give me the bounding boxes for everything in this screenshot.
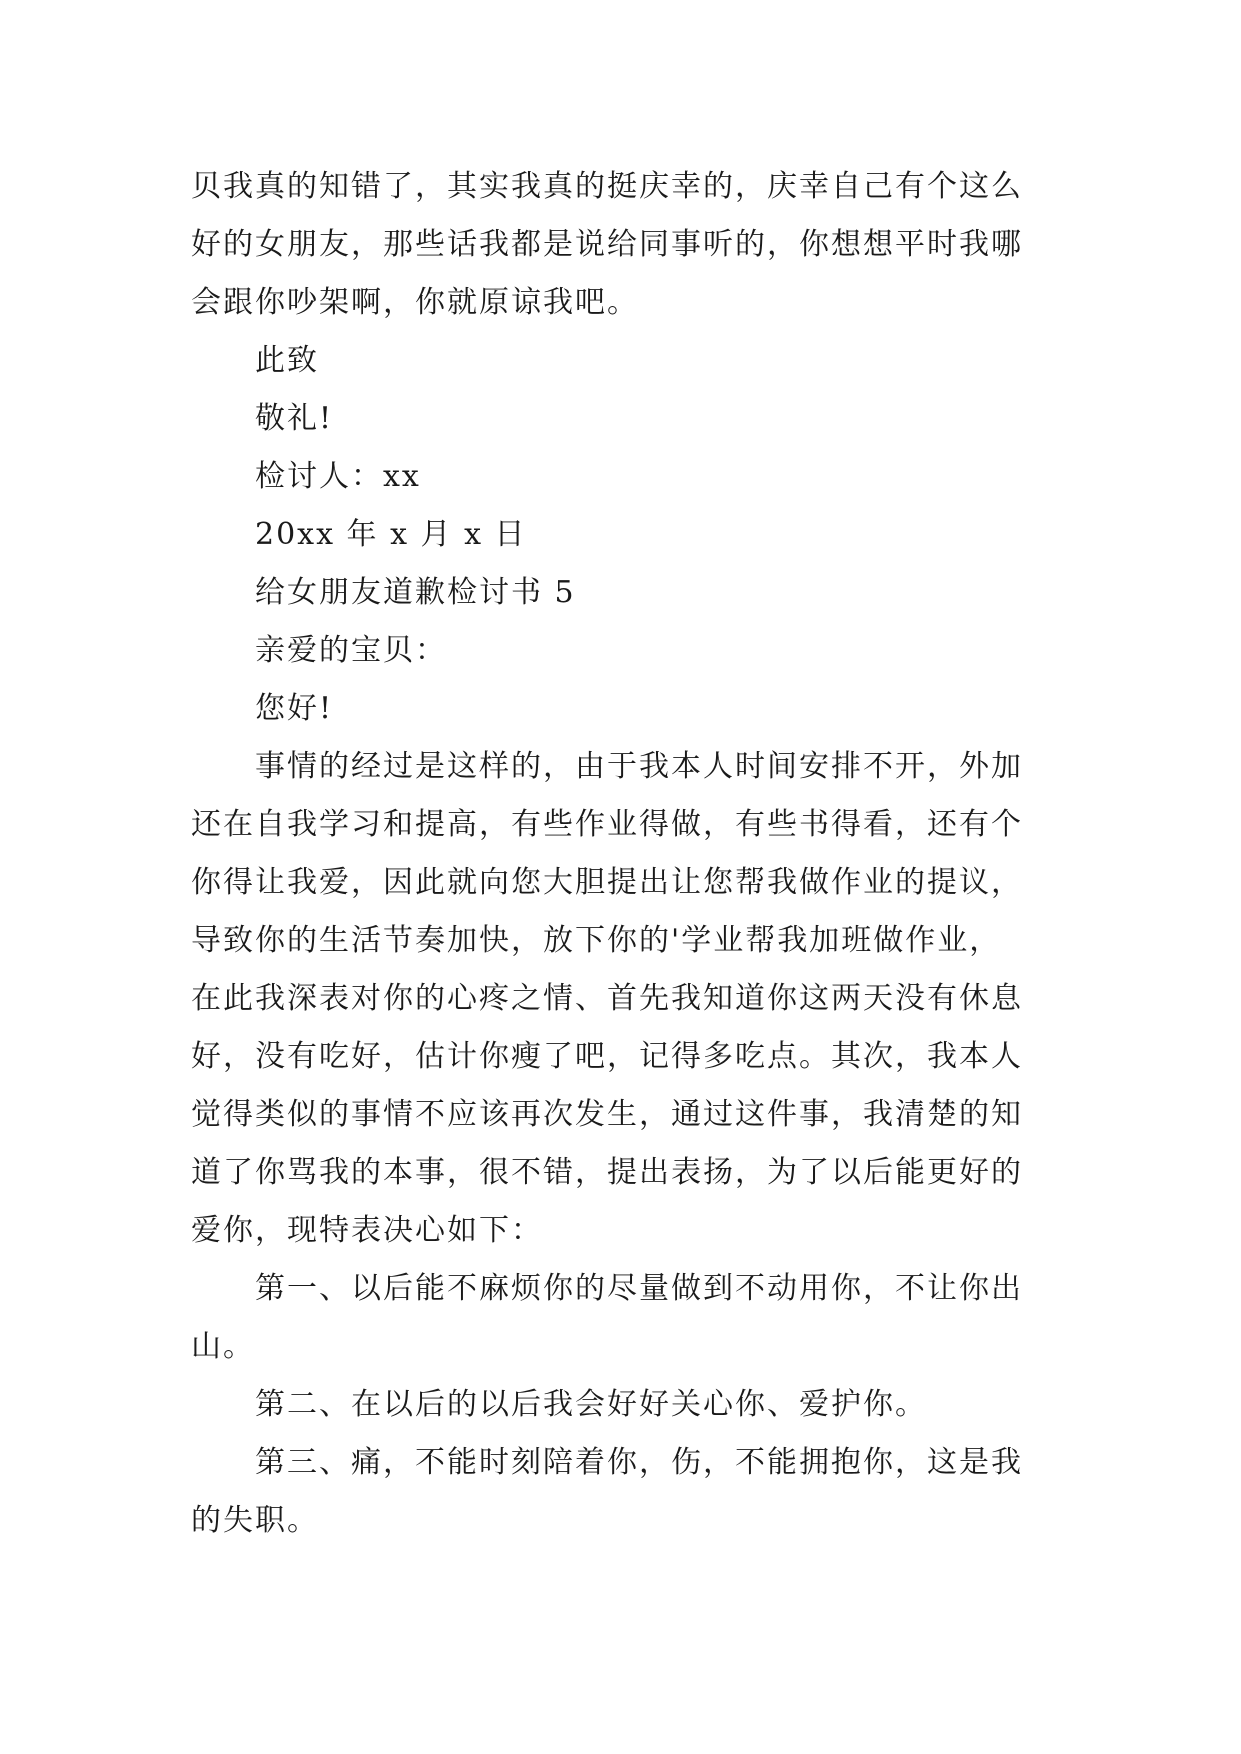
text-line: 你得让我爱，因此就向您大胆提出让您帮我做作业的提议， xyxy=(191,865,1023,900)
text-line: 山。 xyxy=(191,1329,255,1364)
letter-body xyxy=(191,158,1071,1550)
text-line: 会跟你吵架啊，你就原谅我吧。 xyxy=(191,285,639,320)
section-title: 给女朋友道歉检讨书 5 xyxy=(255,575,576,610)
date-line: 20xx 年 x 月 x 日 xyxy=(255,517,527,552)
pledge-item: 第三、痛，不能时刻陪着你，伤，不能拥抱你，这是我 xyxy=(255,1445,1023,1480)
text-line: 导致你的生活节奏加快，放下你的'学业帮我加班做作业， xyxy=(191,923,1002,958)
pledge-item: 第一、以后能不麻烦你的尽量做到不动用你，不让你出 xyxy=(255,1271,1023,1306)
text-line: 道了你骂我的本事，很不错，提出表扬，为了以后能更好的 xyxy=(191,1155,1023,1190)
text-line: 好的女朋友，那些话我都是说给同事听的，你想想平时我哪 xyxy=(191,227,1023,262)
greeting-hello: 您好! xyxy=(255,691,334,726)
pledge-item: 第二、在以后的以后我会好好关心你、爱护你。 xyxy=(255,1387,927,1422)
greeting: 亲爱的宝贝： xyxy=(255,633,447,668)
closing-salutation: 此致 xyxy=(255,343,319,378)
text-line: 在此我深表对你的心疼之情、首先我知道你这两天没有休息 xyxy=(191,981,1023,1016)
text-line: 爱你，现特表决心如下： xyxy=(191,1213,543,1248)
closing-regards: 敬礼! xyxy=(255,401,334,436)
text-line: 的失职。 xyxy=(191,1503,319,1538)
text-line: 好，没有吃好，估计你瘦了吧，记得多吃点。其次，我本人 xyxy=(191,1039,1023,1074)
text-line: 还在自我学习和提高，有些作业得做，有些书得看，还有个 xyxy=(191,807,1023,842)
signature-line: 检讨人：xx xyxy=(255,459,421,494)
text-line: 事情的经过是这样的，由于我本人时间安排不开，外加 xyxy=(255,749,1023,784)
text-line: 觉得类似的事情不应该再次发生，通过这件事，我清楚的知 xyxy=(191,1097,1023,1132)
text-line: 贝我真的知错了，其实我真的挺庆幸的，庆幸自己有个这么 xyxy=(191,169,1023,204)
